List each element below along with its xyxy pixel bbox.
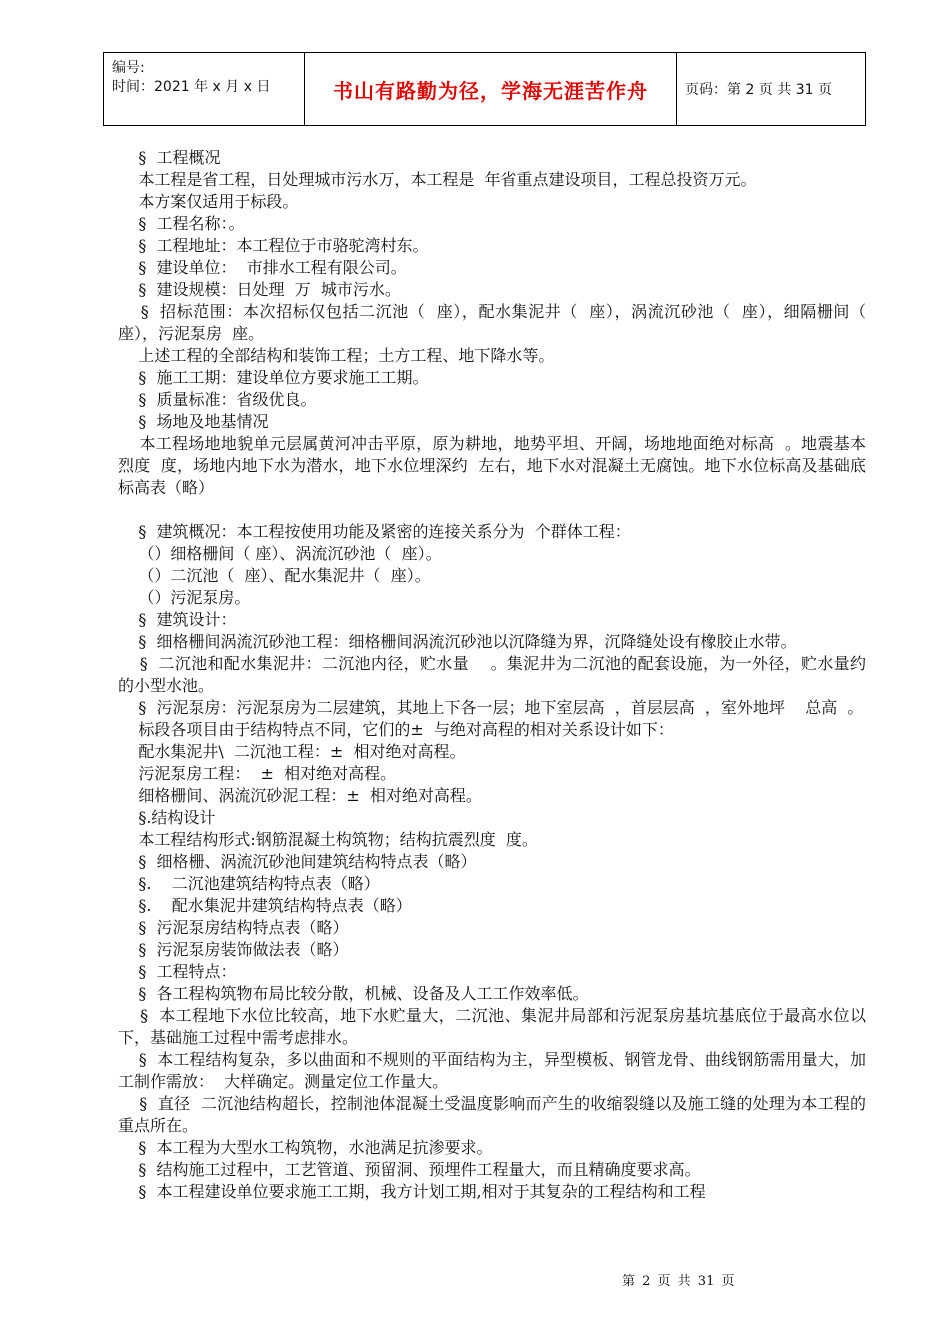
paragraph: 上述工程的全部结构和装饰工程；土方工程、地下降水等。 bbox=[118, 346, 555, 365]
paragraph: § 污泥泵房装饰做法表（略） bbox=[118, 940, 349, 959]
motto-text: 书山有路勤为径，学海无涯苦作舟 bbox=[333, 78, 648, 103]
paragraph: § 招标范围：本次招标仅包括二沉池（ 座），配水集泥井（ 座），涡流沉砂池（ 座），细隔栅间（ 座），污泥泵房 座。 bbox=[118, 302, 877, 343]
header-table bbox=[103, 52, 866, 126]
paragraph: § 建设规模：日处理 万 城市污水。 bbox=[118, 280, 401, 299]
paragraph: 本方案仅适用于标段。 bbox=[118, 192, 299, 211]
document-body bbox=[118, 147, 887, 1203]
paragraph: § 二沉池和配水集泥井：二沉池内径，贮水量 。集泥井为二沉池的配套设施，为一外径，贮水量约 的小型水池。 bbox=[118, 654, 887, 695]
paragraph: § 细格栅、涡流沉砂池间建筑结构特点表（略） bbox=[118, 852, 477, 871]
paragraph: § 本工程地下水位比较高，地下水贮量大，二沉池、集泥井局部和污泥泵房基坑基底位于最高水位以下，基础施工过程中需考虑排水。 bbox=[118, 1006, 866, 1047]
paragraph: § 工程特点： bbox=[118, 962, 237, 981]
paragraph: § 工程概况 bbox=[118, 148, 221, 167]
paragraph: （）污泥泵房。 bbox=[118, 588, 251, 607]
paragraph: § 各工程构筑物布局比较分散，机械、设备及人工工作效率低。 bbox=[118, 984, 589, 1003]
paragraph: （）细格栅间（ 座）、涡流沉砂池（ 座）。 bbox=[118, 544, 442, 563]
paragraph: § 工程名称：。 bbox=[118, 214, 245, 233]
header-page-cell bbox=[677, 53, 865, 125]
paragraph: 本工程结构形式:钢筋混凝土构筑物；结构抗震烈度 度。 bbox=[118, 830, 538, 849]
paragraph: § 施工工期：建设单位方要求施工工期。 bbox=[118, 368, 429, 387]
paragraph: （）二沉池（ 座）、配水集泥井（ 座）。 bbox=[118, 566, 431, 585]
paragraph: § 本工程为大型水工构筑物，水池满足抗渗要求。 bbox=[118, 1138, 493, 1157]
paragraph: § 结构施工过程中，工艺管道、预留洞、预埋件工程量大，而且精确度要求高。 bbox=[118, 1160, 701, 1179]
paragraph: § 直径 二沉池结构超长，控制池体混凝土受温度影响而产生的收缩裂缝以及施工缝的处理为本工程的重点所在。 bbox=[118, 1094, 866, 1135]
paragraph bbox=[118, 499, 866, 521]
paragraph: 本工程场地地貌单元层属黄河冲击平原，原为耕地，地势平坦、开阔，场地地面绝对标高 。地震基本烈度 度，场地内地下水为潜水，地下水位埋深约 左右，地下水对混凝土无腐蚀。地下水位标高及基础底标高表（略） bbox=[118, 434, 866, 497]
paragraph: § 建筑概况：本工程按使用功能及紧密的连接关系分为 个群体工程： bbox=[118, 522, 631, 541]
paragraph: § 建筑设计： bbox=[118, 610, 237, 629]
paragraph: 标段各项目由于结构特点不同，它们的± 与绝对高程的相对关系设计如下： bbox=[118, 720, 674, 739]
paragraph: § 场地及地基情况 bbox=[118, 412, 269, 431]
page-label: 页码：第 2 页 共 31 页 bbox=[685, 82, 832, 98]
paragraph: § 工程地址：本工程位于市骆驼湾村东。 bbox=[118, 236, 429, 255]
paragraph: 细格栅间、涡流沉砂泥工程：± 相对绝对高程。 bbox=[118, 786, 482, 805]
number-label: 编号: bbox=[112, 60, 145, 76]
paragraph: § 本工程建设单位要求施工工期，我方计划工期,相对于其复杂的工程结构和工程 bbox=[118, 1182, 706, 1201]
paragraph: § 污泥泵房：污泥泵房为二层建筑，其地上下各一层；地下室层高 ，首层层高 ，室外地坪 总高 。 bbox=[118, 698, 864, 717]
paragraph: § 本工程结构复杂，多以曲面和不规则的平面结构为主，异型模板、钢管龙骨、曲线钢筋需用量大，加工制作需放： 大样确定。测量定位工作量大。 bbox=[118, 1050, 866, 1091]
paragraph: 污泥泵房工程： ± 相对绝对高程。 bbox=[118, 764, 397, 783]
paragraph: § 质量标准：省级优良。 bbox=[118, 390, 317, 409]
paragraph: §. 二沉池建筑结构特点表（略） bbox=[118, 874, 380, 893]
header-motto-cell bbox=[305, 53, 677, 125]
header-meta-cell bbox=[104, 53, 305, 125]
page-footer: 第 2 页 共 31 页 bbox=[622, 1274, 735, 1289]
paragraph: 配水集泥井\ 二沉池工程：± 相对绝对高程。 bbox=[118, 742, 466, 761]
paragraph: § 细格栅间涡流沉砂池工程：细格栅间涡流沉砂池以沉降缝为界，沉降缝处设有橡胶止水带。 bbox=[118, 632, 797, 651]
paragraph: §.结构设计 bbox=[118, 808, 216, 827]
paragraph: 本工程是省工程，日处理城市污水万，本工程是 年省重点建设项目，工程总投资万元。 bbox=[118, 170, 757, 189]
paragraph: §. 配水集泥井建筑结构特点表（略） bbox=[118, 896, 412, 915]
time-label: 时间：2021 年 x 月 x 日 bbox=[112, 79, 271, 95]
paragraph: § 污泥泵房结构特点表（略） bbox=[118, 918, 349, 937]
paragraph: § 建设单位： 市排水工程有限公司。 bbox=[118, 258, 407, 277]
